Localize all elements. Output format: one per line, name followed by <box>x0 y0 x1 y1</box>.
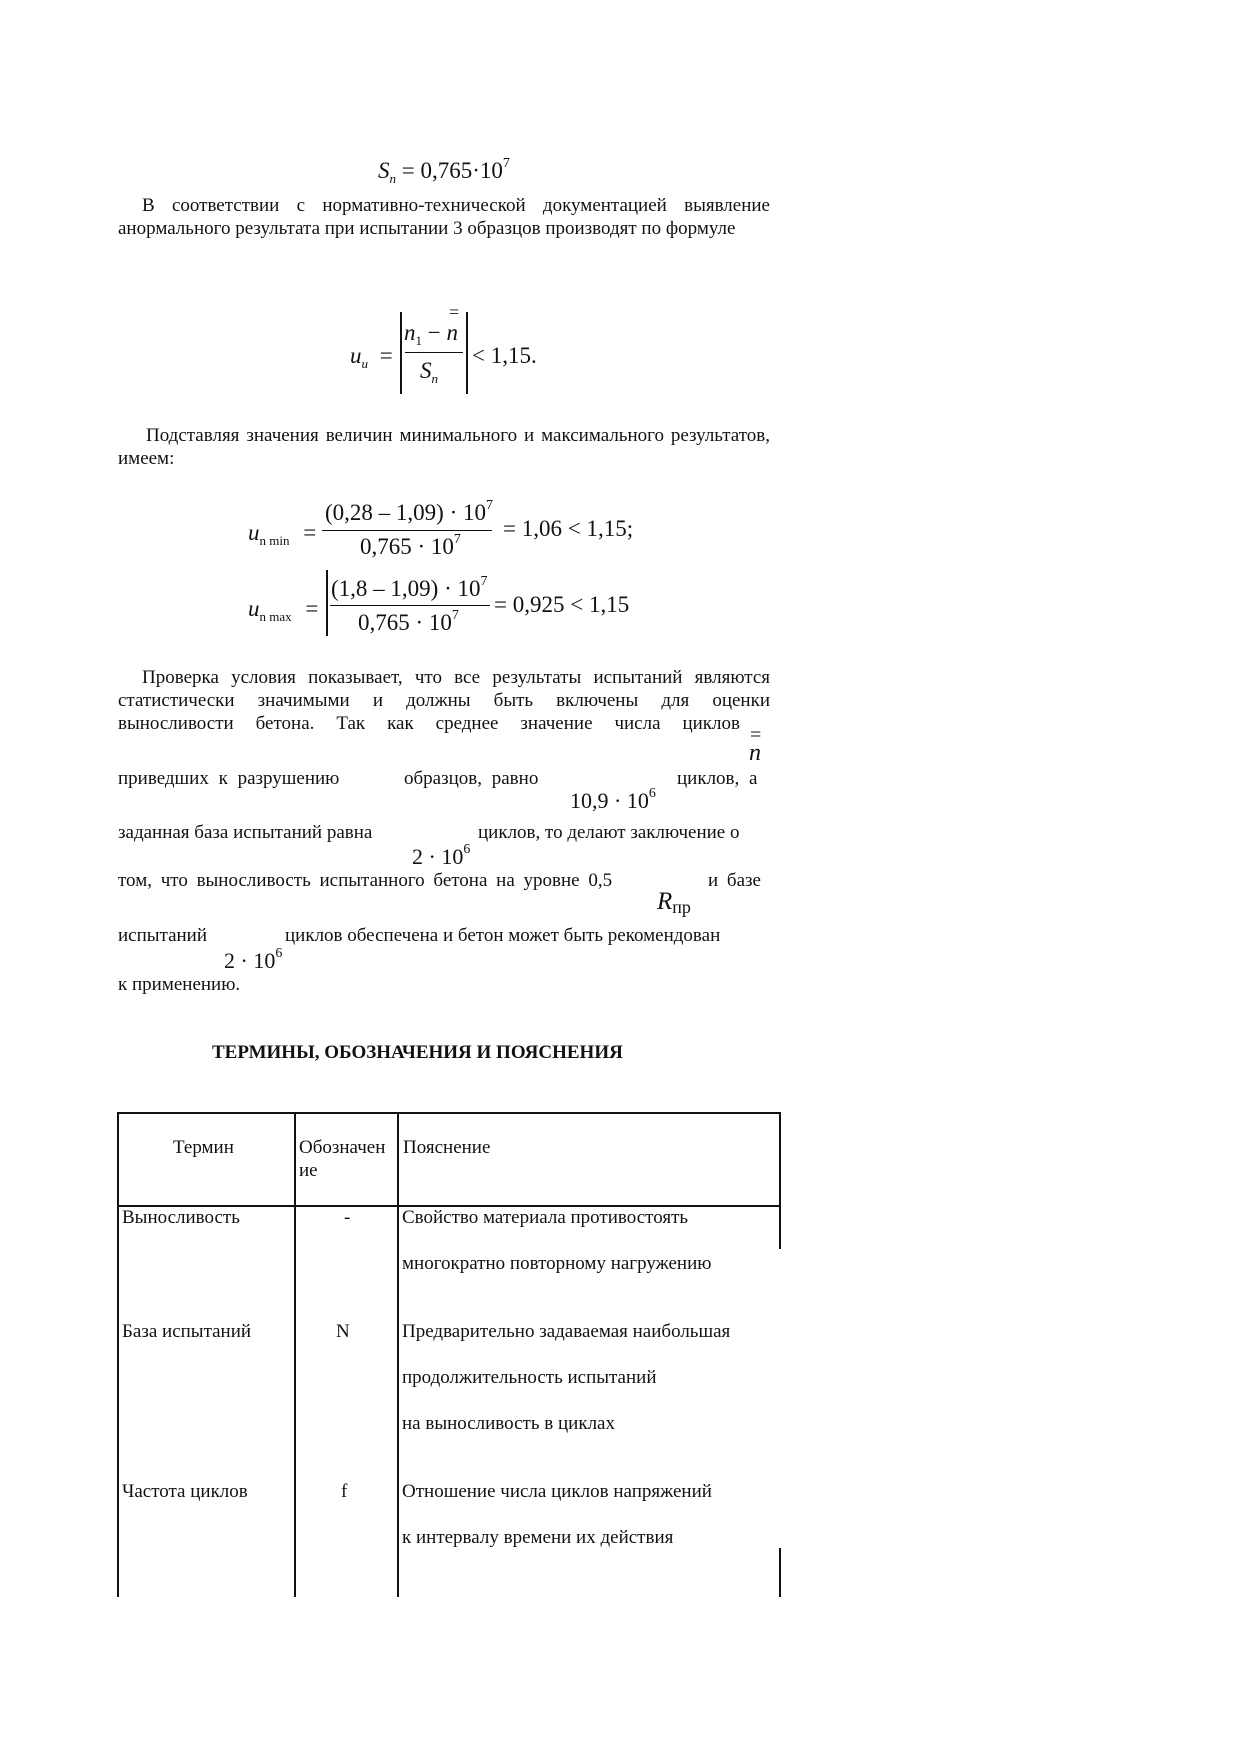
table-row-3-term: Частота циклов <box>122 1481 248 1502</box>
formula-u-den-sub: n <box>431 371 438 386</box>
formula-umin-lhs: u <box>248 520 260 545</box>
table-right-border-lower <box>779 1548 781 1597</box>
p3-line6b: и базе <box>708 870 761 891</box>
section-title: ТЕРМИНЫ, ОБОЗНАЧЕНИЯ И ПОЯСНЕНИЯ <box>212 1042 623 1063</box>
p3-line4b: образцов, равно <box>404 768 539 789</box>
formula-umin-den: 0,765 · 10 <box>360 534 454 559</box>
formula-umax-num-exp: 7 <box>480 574 488 589</box>
formula-umin-lhs-sub: n min <box>259 533 290 548</box>
table-row-1-term: Выносливость <box>122 1207 240 1228</box>
table-header-explanation: Пояснение <box>403 1137 491 1158</box>
formula-u-nbar-bar: = <box>449 302 460 322</box>
formula-umax-fraction-bar <box>330 605 490 606</box>
p3-rpr-sub: пр <box>672 897 691 917</box>
formula-umax-abs-left <box>326 570 328 636</box>
p3-line4a: приведших к разрушению <box>118 768 340 789</box>
formula-umin-num: (0,28 – 1,09) · 10 <box>325 500 486 525</box>
table-row-1-symbol: - <box>344 1207 351 1228</box>
formula-umin-fraction-bar <box>322 530 492 531</box>
table-row-3-line-1: Отношение числа циклов напряжений <box>402 1481 712 1502</box>
table-col2-border <box>397 1112 399 1597</box>
p3-nbar: n <box>749 740 761 766</box>
table-col1-border <box>294 1112 296 1597</box>
formula-umax-eq: = <box>305 596 319 621</box>
formula-u-num-a-sub: 1 <box>415 333 422 348</box>
formula-umax-den-exp: 7 <box>451 608 459 623</box>
p3-val1-exp: 6 <box>648 786 656 801</box>
table-right-border <box>779 1112 781 1210</box>
formula-u-abs-right <box>466 312 468 394</box>
table-row-2-symbol: N <box>336 1321 350 1342</box>
p3-nbar-bar: = <box>750 724 762 746</box>
table-row-3-symbol: f <box>341 1481 348 1502</box>
table-right-border-upper-row <box>779 1205 781 1249</box>
p3-line7a: испытаний <box>118 925 208 946</box>
p3-val3: 2 · 10 <box>224 948 276 973</box>
table-header-symbol: Обозначен ие <box>299 1137 386 1181</box>
formula-u-lhs-sub: u <box>361 356 368 371</box>
formula-umax-lhs-sub: n max <box>259 609 292 624</box>
formula-u-abs-left <box>400 312 402 394</box>
formula-u-num-a: n <box>404 320 416 345</box>
p3-line6a: том, что выносливость испытанного бетона на уровне 0,5 <box>118 870 613 891</box>
table-row-1-line-2: многократно повторному нагружению <box>402 1253 712 1274</box>
paragraph-2 <box>118 424 770 470</box>
p3-val2-exp: 6 <box>463 842 471 857</box>
p3-line3: выносливости бетона. Так как среднее значение числа циклов <box>118 713 740 734</box>
table-left-border <box>117 1112 119 1597</box>
formula-umax-lhs: u <box>248 596 260 621</box>
formula-sn-lhs-sub: n <box>389 171 396 186</box>
paragraph-2-text: Подставляя значения величин минимального и максимального результатов, имеем: <box>118 425 770 469</box>
p3-line1: Проверка условия показывает, что все результаты испытаний являются <box>142 667 770 688</box>
formula-sn-lhs: S <box>378 158 390 183</box>
table-header-term: Термин <box>173 1137 234 1158</box>
formula-sn-value: 0,765·10 <box>420 158 503 183</box>
formula-u-eq: = <box>379 343 393 368</box>
formula-u-num-b: n <box>446 320 458 345</box>
table-row-2-line-1: Предварительно задаваемая наибольшая <box>402 1321 731 1342</box>
p3-line2: статистически значимыми и должны быть включены для оценки <box>118 690 770 711</box>
p3-rpr: R <box>657 888 673 915</box>
formula-umax-den: 0,765 · 10 <box>358 610 452 635</box>
formula-u-rhs: < 1,15. <box>472 343 537 368</box>
formula-umin-rhs: = 1,06 < 1,15; <box>503 516 634 541</box>
formula-umin-num-exp: 7 <box>485 498 493 513</box>
formula-sn <box>378 158 510 184</box>
formula-umin-eq: = <box>303 520 317 545</box>
formula-u-lhs: u <box>350 343 362 368</box>
paragraph-1 <box>118 194 770 240</box>
formula-u-fraction-bar <box>405 352 463 353</box>
formula-u-den: S <box>420 358 432 383</box>
formula-umax-num: (1,8 – 1,09) · 10 <box>331 576 481 601</box>
p3-line5a: заданная база испытаний равна <box>118 822 373 843</box>
table-row-2-line-2: продолжительность испытаний <box>402 1367 657 1388</box>
formula-sn-eq: = <box>401 158 415 183</box>
formula-sn-exp: 7 <box>502 156 510 171</box>
p3-line7b: циклов обеспечена и бетон может быть рекомендован <box>285 925 721 946</box>
table-top-border <box>117 1112 781 1114</box>
formula-u-minus: − <box>427 320 441 345</box>
formula-umin-den-exp: 7 <box>453 532 461 547</box>
p3-line4c: циклов, а <box>677 768 758 789</box>
p3-line5b: циклов, то делают заключение о <box>478 822 740 843</box>
paragraph-1-text: В соответствии с нормативно-технической документацией выявление анормального результата при испытании 3 образцов производят по формуле <box>118 195 770 239</box>
table-row-2-term: База испытаний <box>122 1321 252 1342</box>
p3-val1: 10,9 · 10 <box>570 788 649 813</box>
p3-val3-exp: 6 <box>275 946 283 961</box>
formula-umax-rhs: = 0,925 < 1,15 <box>494 592 630 617</box>
p3-val2: 2 · 10 <box>412 844 464 869</box>
p3-line8: к применению. <box>118 974 241 995</box>
table-row-3-line-2: к интервалу времени их действия <box>402 1527 674 1548</box>
table-row-1-line-1: Свойство материала противостоять <box>402 1207 689 1228</box>
table-row-2-line-3: на выносливость в циклах <box>402 1413 615 1434</box>
